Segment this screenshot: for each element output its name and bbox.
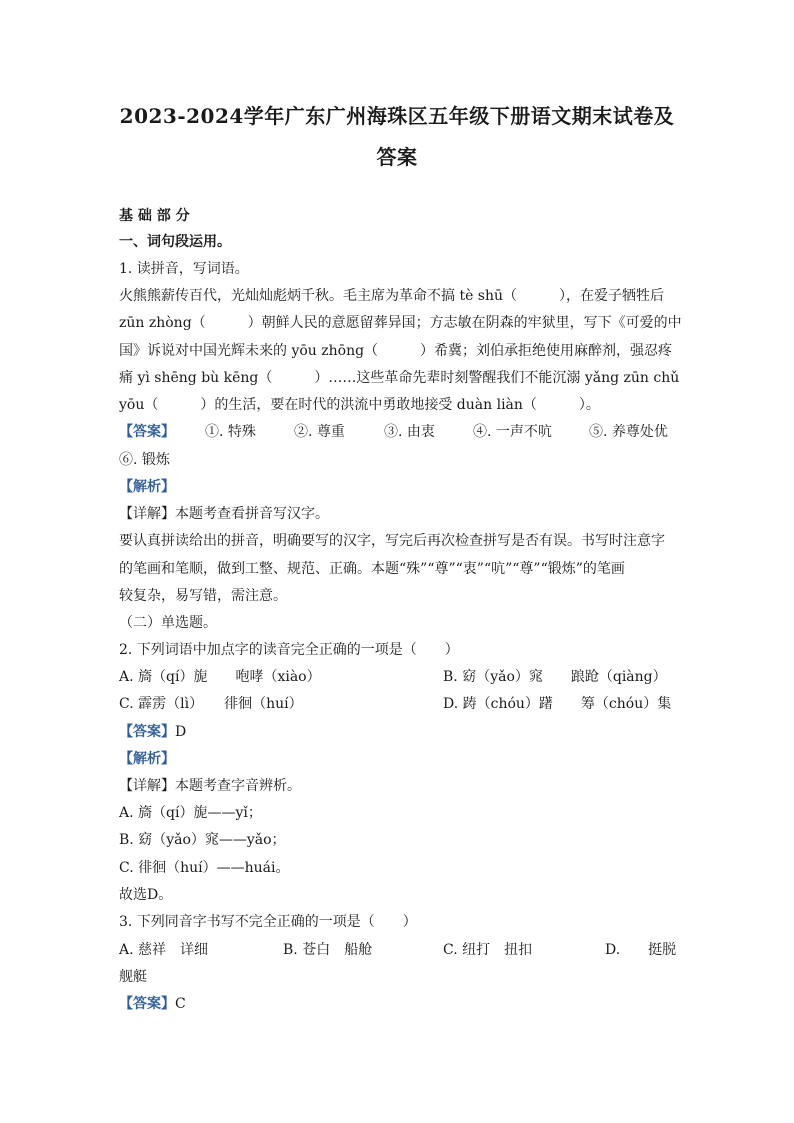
option-a: A. 旖（qí）旎 咆哮（xiào） <box>119 669 321 685</box>
option-b: B. 苍白 船舱 <box>283 942 373 958</box>
q1-passage-line: 火熊熊薪传百代，光灿灿彪炳千秋。毛主席为革命不搞 tè shū（ ），在爱子牺牲后 <box>119 288 665 304</box>
option-b: B. 窈（yǎo）窕 踉跄（qiàng） <box>443 669 667 685</box>
option-d: D. 挺脱 <box>605 942 677 958</box>
detail-text: B. 窈（yǎo）窕——yǎo； <box>119 832 286 848</box>
answer-item: ③. 由衷 <box>384 424 435 440</box>
detail-text: 【详解】本题考查字音辨析。 <box>119 778 301 794</box>
section-heading-two: （二）单选题。 <box>119 615 217 631</box>
analysis-label: 【解析】 <box>119 479 175 495</box>
q3-stem: 3. 下列同音字书写不完全正确的一项是（ ） <box>119 914 417 930</box>
answer-label: 【答案】 <box>119 724 175 740</box>
answer-label: 【答案】 <box>119 996 175 1012</box>
detail-text: 的笔画和笔顺，做到工整、规范、正确。本题“殊”“尊”“衷”“吭”“尊”“锻炼”的笔画 <box>119 561 625 577</box>
q1-passage-line: zūn zhòng（ ）朝鲜人民的意愿留葬异国；方志敏在阴森的牢狱里，写下《可爱的中 <box>119 315 682 331</box>
detail-text: 【详解】本题考查看拼音写汉字。 <box>119 506 329 522</box>
q1-passage-line: 国》诉说对中国光辉未来的 yōu zhōng（ ）希冀；刘伯承拒绝使用麻醉剂，强忍疼 <box>119 343 673 359</box>
option-d: D. 踌（chóu）躇 筹（chóu）集 <box>443 696 672 712</box>
section-heading-basic: 基 础 部 分 <box>119 208 190 224</box>
option-a: A. 慈祥 详细 <box>119 942 209 958</box>
q2-answer-row <box>119 722 679 742</box>
answer-item: ①. 特殊 <box>205 424 256 440</box>
detail-text: 要认真拼读给出的拼音，明确要写的汉字，写完后再次检查拼写是否有误。书写时注意字 <box>119 533 665 549</box>
answer-value: C <box>175 996 186 1012</box>
q1-passage-line: yōu（ ）的生活，要在时代的洪流中勇敢地接受 duàn liàn（ ）。 <box>119 397 600 413</box>
detail-text: 故选D。 <box>119 887 173 903</box>
document-title-line-1: 2023-2024学年广东广州海珠区五年级下册语文期末试卷及 <box>119 104 675 128</box>
answer-item: ⑤. 养尊处优 <box>589 424 668 440</box>
analysis-label: 【解析】 <box>119 751 175 767</box>
detail-text: 较复杂，易写错，需注意。 <box>119 588 287 604</box>
q3-option-d-continued: 舰艇 <box>119 969 147 985</box>
answer-value: D <box>175 724 187 740</box>
option-c: C. 纽打 扭扣 <box>443 942 533 958</box>
answer-item: ②. 尊重 <box>294 424 345 440</box>
q1-stem: 1. 读拼音，写词语。 <box>119 261 249 277</box>
document-title-line-2: 答案 <box>376 145 418 169</box>
answer-label: 【答案】 <box>119 424 175 440</box>
q3-answer-row <box>119 994 679 1014</box>
detail-text: A. 旖（qí）旎——yǐ； <box>119 805 262 821</box>
detail-text: C. 徘徊（huí）——huái。 <box>119 860 290 876</box>
q2-stem: 2. 下列词语中加点字的读音完全正确的一项是（ ） <box>119 642 459 658</box>
q1-answer-item-6: ⑥. 锻炼 <box>119 452 170 468</box>
section-heading-one: 一、词句段运用。 <box>119 234 231 250</box>
option-c: C. 霹雳（lì） 徘徊（huí） <box>119 696 303 712</box>
answer-item: ④. 一声不吭 <box>473 424 552 440</box>
q1-passage-line: 痛 yì shēng bù kēng（ ）……这些革命先辈时刻警醒我们不能沉溺 yǎng zūn chǔ <box>119 370 680 386</box>
